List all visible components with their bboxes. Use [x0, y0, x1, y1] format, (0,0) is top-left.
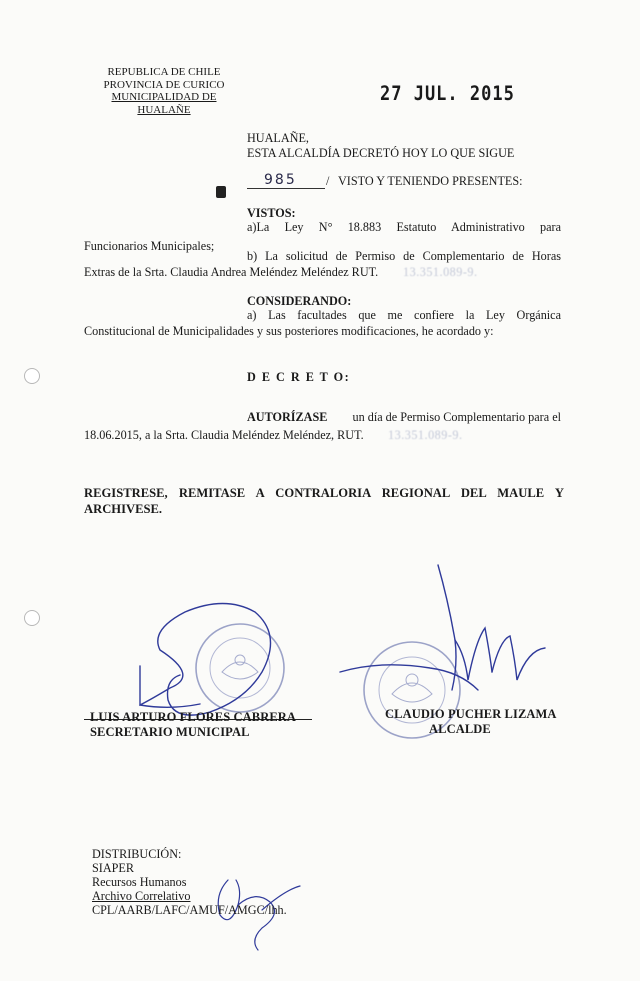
- vistos-b-rut-redacted: 13.351.089-9.: [403, 265, 478, 279]
- distribution-initials: CPL/AARB/LAFC/AMUF/AMGC/lhh.: [92, 903, 287, 917]
- vistos-b-line2: Extras de la Srta. Claudia Andrea Meléndez Meléndez RUT.: [84, 265, 379, 279]
- left-signature: [140, 604, 271, 716]
- vistos-heading: VISTOS:: [247, 206, 296, 220]
- secretary-name: LUIS ARTURO FLORES CABRERA: [90, 710, 297, 724]
- mayor-name: CLAUDIO PUCHER LIZAMA: [385, 707, 557, 721]
- autorizase-word: AUTORÍZASE: [247, 410, 328, 424]
- decreto-rut-redacted: 13.351.089-9.: [388, 428, 463, 442]
- secretary-title: SECRETARIO MUNICIPAL: [90, 725, 250, 739]
- mayor-title: ALCALDE: [429, 722, 491, 736]
- considerando-line2: Constitucional de Municipalidades y sus posteriores modificaciones, he acordado y:: [84, 324, 494, 338]
- decreto-line2: 18.06.2015, a la Srta. Claudia Meléndez Meléndez, RUT.: [84, 428, 364, 442]
- visto-phrase: VISTO Y TENIENDO PRESENTES:: [338, 174, 523, 188]
- registrese-line1: REGISTRESE, REMITASE A CONTRALORIA REGIONAL DEL MAULE Y: [84, 486, 564, 500]
- decree-slash: /: [326, 174, 330, 188]
- distribution-block: [92, 847, 287, 917]
- right-signature: [340, 565, 545, 690]
- header-municipality: MUNICIPALIDAD DE HUALAÑE: [111, 91, 217, 116]
- vistos-a-line2: Funcionarios Municipales;: [84, 239, 215, 253]
- vistos-a-line1: a)La Ley N° 18.883 Estatuto Administrativo para: [247, 220, 561, 234]
- header-republic: REPUBLICA DE CHILE: [107, 66, 221, 78]
- distribution-item: Recursos Humanos: [92, 875, 187, 889]
- header-province: PROVINCIA DE CURICO: [103, 78, 225, 91]
- vistos-b-line1: b) La solicitud de Permiso de Complementario de Horas: [247, 249, 561, 263]
- date-stamp: 27 JUL. 2015: [380, 82, 515, 106]
- distribution-item: SIAPER: [92, 861, 134, 875]
- registrese-line2: ARCHIVESE.: [84, 502, 163, 516]
- distribution-heading: DISTRIBUCIÓN:: [92, 847, 182, 861]
- decree-number: 985: [264, 172, 297, 188]
- considerando-heading: CONSIDERANDO:: [247, 294, 352, 308]
- distribution-item: Archivo Correlativo: [92, 889, 191, 903]
- considerando-line1: a) Las facultades que me confiere la Ley Orgánica: [247, 308, 561, 322]
- decree-phrase: ESTA ALCALDÍA DECRETÓ HOY LO QUE SIGUE: [247, 146, 515, 160]
- place-line: HUALAÑE,: [247, 131, 309, 145]
- decreto-line1-rest: un día de Permiso Complementario para el: [352, 410, 561, 424]
- decreto-heading: D E C R E T O:: [247, 370, 351, 384]
